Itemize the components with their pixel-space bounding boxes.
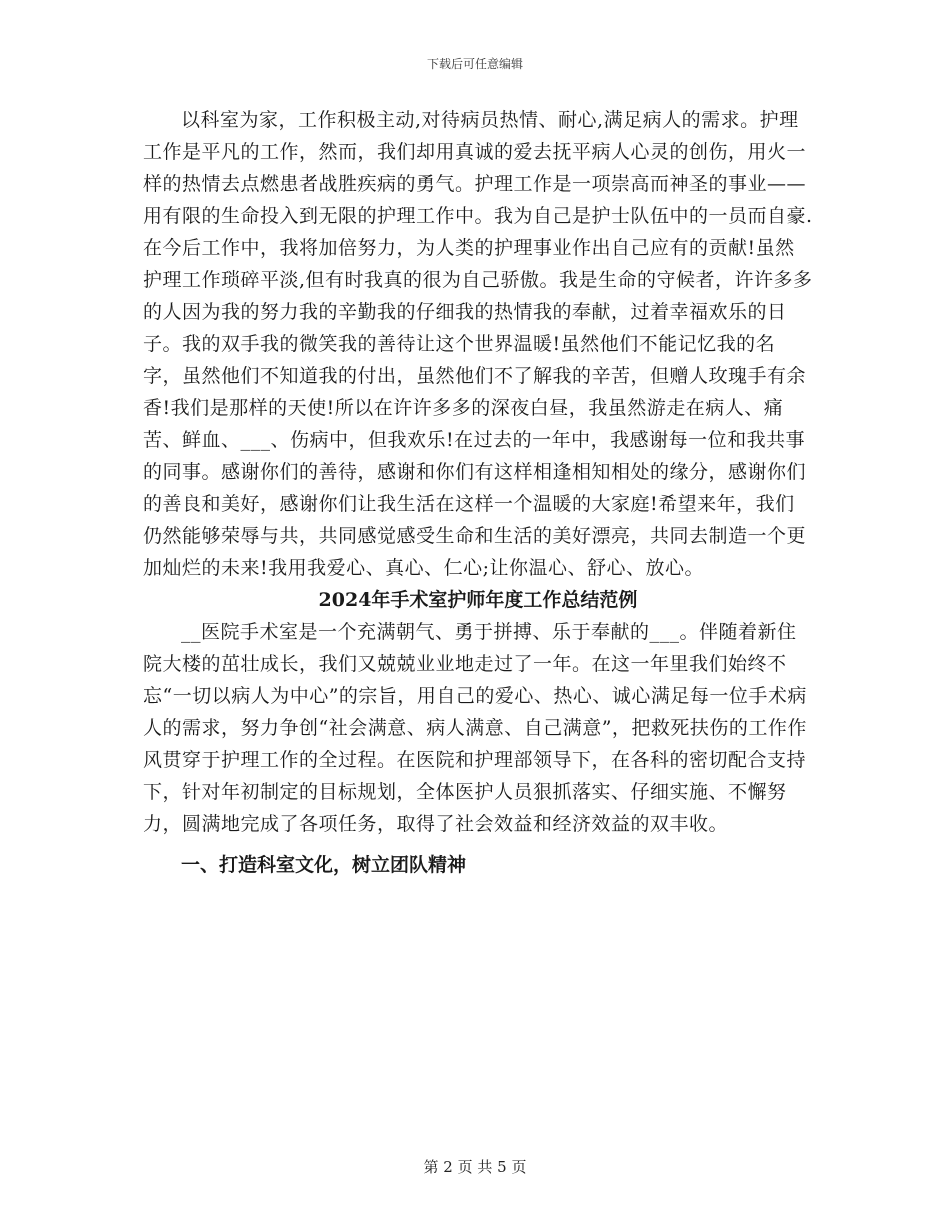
page-header-note: 下载后可任意编辑	[426, 57, 523, 71]
body-paragraph-1: 以科室为家，工作积极主动,对待病员热情、耐心,满足病人的需求。护理工作是平凡的工作，然而，我们却用真诚的爱去抚平病人心灵的创伤，用火一样的热情去点燃患者战胜疾病的勇气。护理工作是一项崇高而神圣的事业——用有限的生命投入到无限的护理工作中。我为自己是护士队伍中的一员而自豪.在今后工作中，我将加倍努力，为人类的护理事业作出自己应有的贡献!虽然护理工作琐碎平淡,但有时我真的很为自己骄傲。我是生命的守候者，许许多多的人因为我的努力我的辛勤我的仔细我的热情我的奉献，过着幸福欢乐的日子。我的双手我的微笑我的善待让这个世界温暖!虽然他们不能记忆我的名字，虽然他们不知道我的付出，虽然他们不了解我的辛苦，但赠人玫瑰手有余香!我们是那样的天使!所以在许许多多的深夜白昼，我虽然游走在病人、痛苦、鲜血、___、伤病中，但我欢乐!在过去的一年中，我感谢每一位和我共事的同事。感谢你们的善待，感谢和你们有这样相逢相知相处的缘分，感谢你们的善良和美好，感谢你们让我生活在这样一个温暖的大家庭!希望来年，我们仍然能够荣辱与共，共同感觉感受生命和生活的美好漂亮，共同去制造一个更加灿烂的未来!我用我爱心、真心、仁心;让你温心、舒心、放心。	[143, 109, 813, 579]
document-title: 2024年手术室护师年度工作总结范例	[318, 589, 638, 611]
page-number: 第 2 页 共 5 页	[423, 1158, 527, 1176]
section-heading-1: 一、打造科室文化，树立团队精神	[181, 854, 467, 876]
body-paragraph-2: __医院手术室是一个充满朝气、勇于拼搏、乐于奉献的___。伴随着新住院大楼的茁壮成长，我们又兢兢业业地走过了一年。在这一年里我们始终不忘“一切以病人为中心”的宗旨，用自己的爱心、热心、诚心满足每一位手术病人的需求，努力争创“社会满意、病人满意、自己满意”，把救死扶伤的工作作风贯穿于护理工作的全过程。在医院和护理部领导下，在各科的密切配合支持下，针对年初制定的目标规划，全体医护人员狠抓落实、仔细实施、不懈努力，圆满地完成了各项任务，取得了社会效益和经济效益的双丰收。	[143, 621, 807, 835]
document-body	[143, 104, 813, 881]
